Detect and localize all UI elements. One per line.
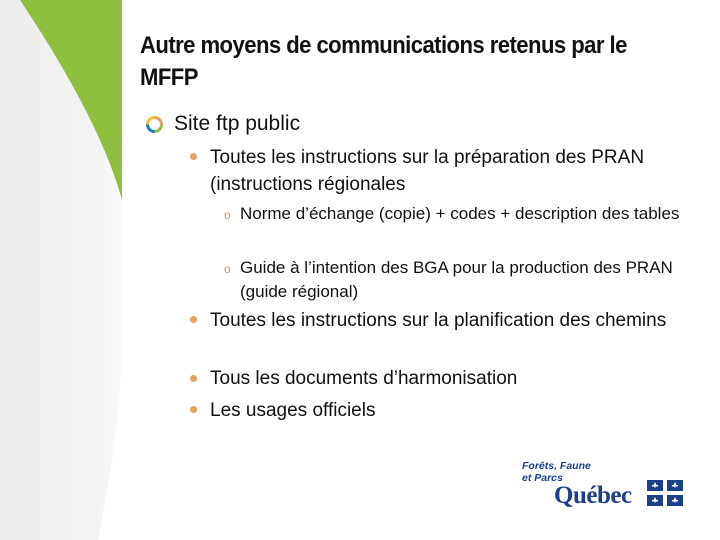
slide-title: Autre moyens de communications retenus par le MFFP	[140, 32, 627, 91]
bullet-usages-officiels: Les usages officiels	[210, 400, 376, 421]
logo-ministry-name: Forêts, Faune et Parcs	[522, 460, 591, 484]
subbullet-marker: o	[224, 208, 231, 222]
bullet-instructions-pran: Toutes les instructions sur la préparation des PRAN (instructions régionales	[210, 147, 645, 195]
subbullet-marker: o	[224, 262, 231, 276]
dot-bullet-icon	[190, 375, 197, 382]
subbullet-norme-echange: Norme d’échange (copie) + codes + description des tables	[240, 204, 680, 223]
bullet-site-ftp: Site ftp public	[174, 112, 301, 135]
dot-bullet-icon	[190, 316, 197, 323]
quebec-flag-icon	[647, 480, 683, 506]
ring-bullet-icon	[146, 116, 163, 133]
bullet-harmonisation: Tous les documents d’harmonisation	[210, 368, 518, 389]
dot-bullet-icon	[190, 153, 197, 160]
logo-quebec-wordmark: Québec	[554, 482, 632, 509]
quebec-logo	[520, 458, 690, 518]
dot-bullet-icon	[190, 406, 197, 413]
subbullet-guide-bga: Guide à l’intention des BGA pour la production des PRAN (guide régional)	[240, 258, 673, 301]
bullet-planification-chemins: Toutes les instructions sur la planification des chemins	[210, 310, 667, 331]
